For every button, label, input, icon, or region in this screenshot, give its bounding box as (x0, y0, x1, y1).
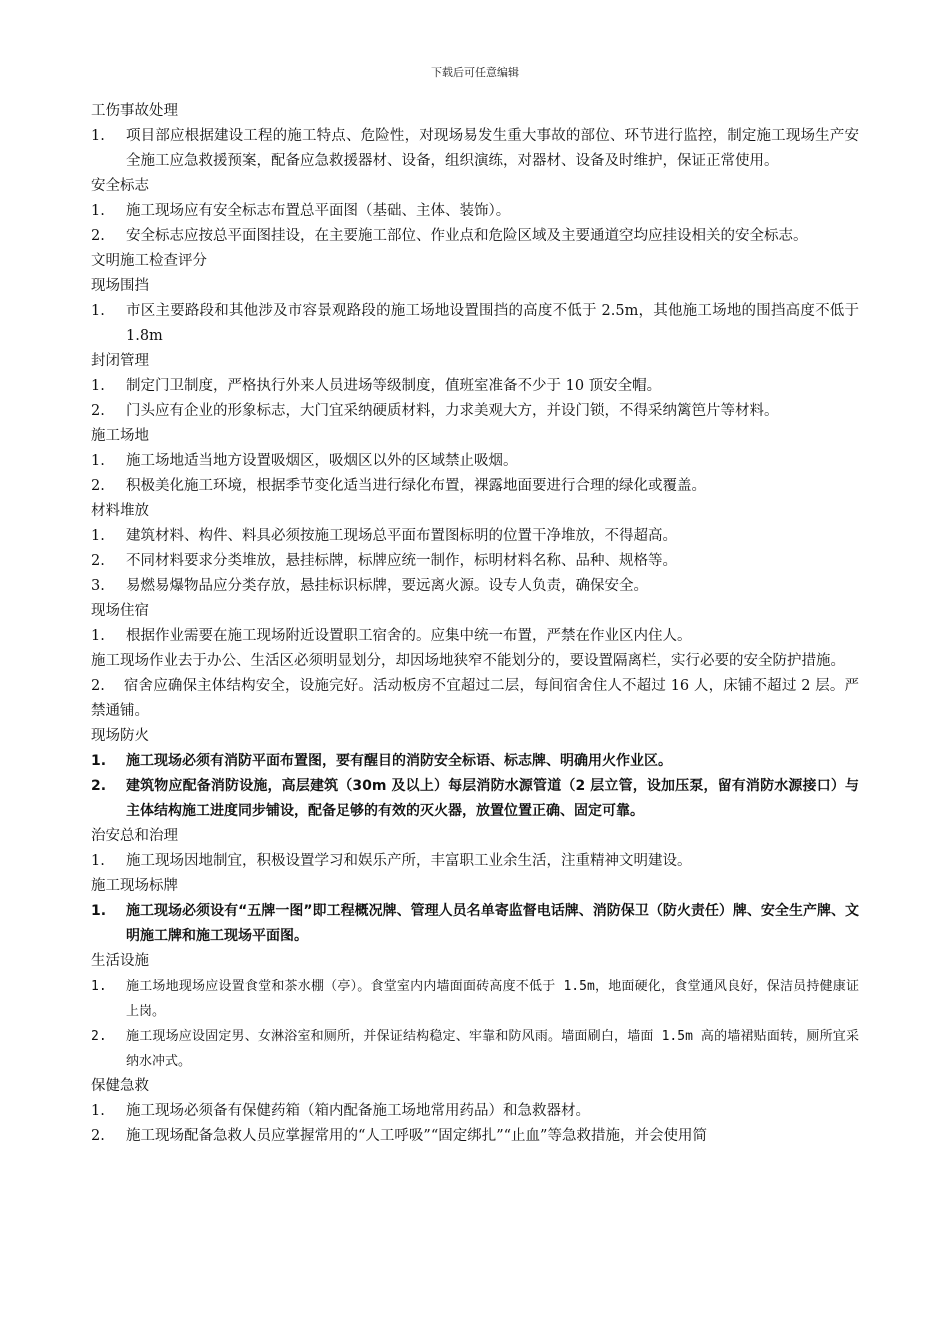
item-number: 2. (91, 1128, 105, 1144)
item-text: 项目部应根据建设工程的施工特点、危险性，对现场易发生重大事故的部位、环节进行监控，制定施工现场生产安全施工应急救援预案，配备应急救援器材、设备，组织演练，对器材、设备及时维护，保证正常使用。 (126, 128, 859, 169)
item-number: 2. (91, 778, 107, 794)
item-text: 施工场地现场应设置食堂和茶水棚（亭）。食堂室内内墙面面砖高度不低于 1.5m，地面硬化，食堂通风良好，保洁员持健康证上岗。 (126, 979, 859, 1019)
item-number: 2. (91, 678, 105, 694)
item-text: 宿舍应确保主体结构安全，设施完好。活动板房不宜超过二层，每间宿舍住人不超过 16 人，床铺不超过 2 层。严禁通铺。 (91, 678, 860, 719)
item-text: 易燃易爆物品应分类存放，悬挂标识标牌，要远离火源。设专人负责，确保安全。 (126, 578, 648, 594)
section-heading: 封闭管理 (91, 353, 149, 369)
section-heading: 生活设施 (91, 953, 149, 969)
list-item (91, 224, 859, 249)
item-text: 施工现场应有安全标志布置总平面图（基础、主体、装饰）。 (126, 203, 511, 219)
item-text: 施工现场必须有消防平面布置图，要有醒目的消防安全标语、标志牌、明确用火作业区。 (126, 753, 672, 769)
list-item (91, 774, 859, 824)
item-text: 建筑材料、构件、料具必须按施工现场总平面布置图标明的位置干净堆放，不得超高。 (126, 528, 677, 544)
item-number: 1. (91, 979, 107, 994)
item-text: 施工现场必须设有“五牌一图”即工程概况牌、管理人员名单寄监督电话牌、消防保卫（防火责任）牌、安全生产牌、文明施工牌和施工现场平面图。 (126, 903, 859, 944)
list-item (91, 449, 859, 474)
section-heading: 施工场地 (91, 428, 149, 444)
list-item (91, 899, 859, 949)
item-number: 1. (91, 628, 105, 644)
section-heading: 文明施工检查评分 (91, 253, 207, 269)
item-text: 门头应有企业的形象标志，大门宜采纳硬质材料，力求美观大方，并设门锁，不得采纳篱笆片等材料。 (126, 403, 779, 419)
section-heading: 治安总和治理 (91, 828, 178, 844)
list-item (91, 1124, 859, 1149)
item-number: 2. (91, 1029, 107, 1044)
item-number: 3. (91, 578, 105, 594)
item-number: 1. (91, 853, 105, 869)
item-text: 施工现场配备急救人员应掌握常用的“人工呼吸”“固定绑扎”“止血”等急救措施，并会使用简 (126, 1128, 707, 1144)
section-heading: 保健急救 (91, 1078, 149, 1094)
section-heading: 现场住宿 (91, 603, 149, 619)
section-heading: 现场防火 (91, 728, 149, 744)
item-text: 安全标志应按总平面图挂设，在主要施工部位、作业点和危险区域及主要通道空均应挂设相关的安全标志。 (126, 228, 808, 244)
list-item (91, 299, 859, 349)
list-item (91, 474, 859, 499)
item-text: 施工现场必须备有保健药箱（箱内配备施工场地常用药品）和急救器材。 (126, 1103, 590, 1119)
item-number: 1. (91, 453, 105, 469)
item-number: 1. (91, 203, 105, 219)
item-text: 市区主要路段和其他涉及市容景观路段的施工场地设置围挡的高度不低于 2.5m，其他施工场地的围挡高度不低于 1.8m (126, 303, 859, 344)
list-item (91, 1099, 859, 1124)
item-number: 1. (91, 303, 105, 319)
item-number: 1. (91, 903, 107, 919)
list-item (91, 974, 859, 1024)
item-text: 施工场地适当地方设置吸烟区，吸烟区以外的区域禁止吸烟。 (126, 453, 518, 469)
item-number: 1. (91, 528, 105, 544)
item-number: 1. (91, 378, 105, 394)
list-item (91, 524, 859, 549)
section-heading: 安全标志 (91, 178, 149, 194)
section-heading: 工伤事故处理 (91, 103, 178, 119)
item-number: 1. (91, 1103, 105, 1119)
section-heading: 施工现场标牌 (91, 878, 178, 894)
section-heading: 材料堆放 (91, 503, 149, 519)
list-item (91, 399, 859, 424)
item-text: 积极美化施工环境，根据季节变化适当进行绿化布置，裸露地面要进行合理的绿化或覆盖。 (126, 478, 706, 494)
list-item (91, 674, 859, 724)
item-number: 2. (91, 553, 105, 569)
list-item (91, 1024, 859, 1074)
item-text: 制定门卫制度，严格执行外来人员进场等级制度，值班室准备不少于 10 顶安全帽。 (126, 378, 662, 394)
item-text: 施工现场因地制宜，积极设置学习和娱乐产所，丰富职工业余生活，注重精神文明建设。 (126, 853, 692, 869)
item-text: 根据作业需要在施工现场附近设置职工宿舍的。应集中统一布置，严禁在作业区内住人。 (126, 628, 692, 644)
item-number: 2. (91, 228, 105, 244)
list-item (91, 624, 859, 649)
list-item (91, 549, 859, 574)
item-text: 建筑物应配备消防设施，高层建筑（30m 及以上）每层消防水源管道（2 层立管，设加压泵，留有消防水源接口）与主体结构施工进度同步铺设，配备足够的有效的灭火器，放置位置正确、固定可靠。 (126, 778, 859, 819)
list-item (91, 574, 859, 599)
page-header: 下载后可任意编辑 (431, 66, 519, 79)
item-number: 2. (91, 478, 105, 494)
document-body (91, 99, 859, 1149)
body-paragraph: 施工现场作业去于办公、生活区必须明显划分，却因场地狭窄不能划分的，要设置隔离栏，实行必要的安全防护措施。 (91, 653, 845, 669)
item-number: 1. (91, 753, 107, 769)
list-item (91, 849, 859, 874)
item-number: 2. (91, 403, 105, 419)
section-heading: 现场围挡 (91, 278, 149, 294)
list-item (91, 199, 859, 224)
list-item (91, 749, 859, 774)
item-text: 施工现场应设固定男、女淋浴室和厕所，并保证结构稳定、牢靠和防风雨。墙面刷白，墙面 1.5m 高的墙裙贴面转，厕所宜采纳水冲式。 (126, 1029, 859, 1069)
list-item (91, 124, 859, 174)
item-text: 不同材料要求分类堆放，悬挂标牌，标牌应统一制作，标明材料名称、品种、规格等。 (126, 553, 677, 569)
item-number: 1. (91, 128, 105, 144)
list-item (91, 374, 859, 399)
